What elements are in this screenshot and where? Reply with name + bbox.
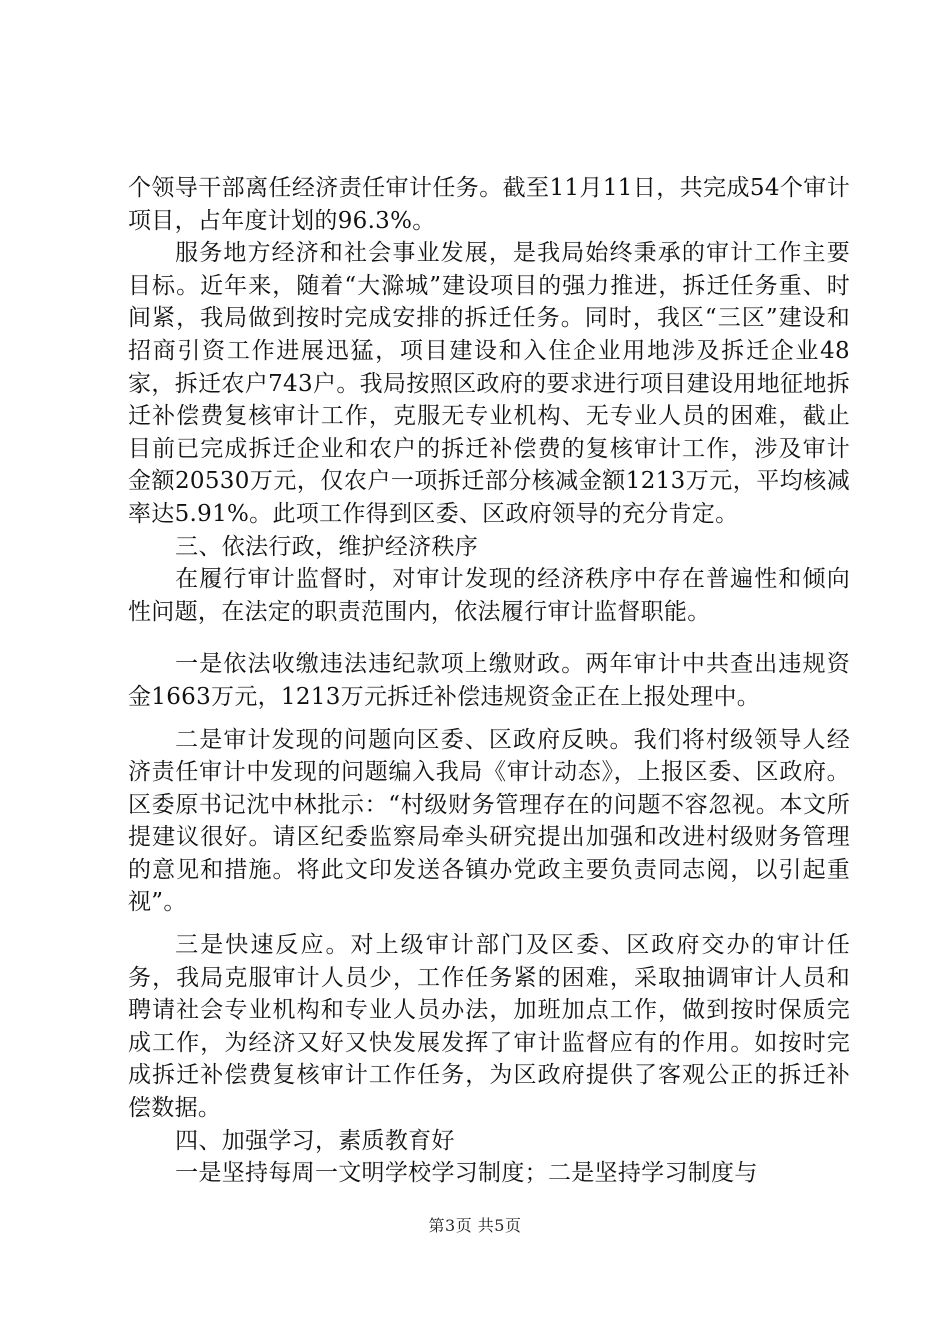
paragraph-gap (128, 628, 850, 648)
paragraph-audit-supervision: 在履行审计监督时，对审计发现的经济秩序中存在普遍性和倾向性问题，在法定的职责范围内，依法履行审计监督职能。 (128, 566, 850, 625)
paragraph-rapid-response: 三是快速反应。对上级审计部门及区委、区政府交办的审计任务，我局克服审计人员少，工作任务紧的困难，采取抽调审计人员和聘请社会专业机构和专业人员办法，加班加点工作，做到按时保质完成工作，为经济又好又快发展发挥了审计监督应有的作用。如按时完成拆迁补偿费复核审计工作任务，为区政府提供了客观公正的拆迁补偿数据。 (128, 932, 850, 1122)
paragraph-fund-collection: 一是依法收缴违法违纪款项上缴财政。两年审计中共查出违规资金1663万元，1213万元拆迁补偿违规资金正在上报处理中。 (128, 651, 850, 710)
paragraph-audit-completion: 个领导干部离任经济责任审计任务。截至11月11日，共完成54个审计项目，占年度计划的96.3%。 (128, 175, 850, 234)
paragraph-gap (128, 714, 850, 724)
paragraph-report-issues: 二是审计发现的问题向区委、区政府反映。我们将村级领导人经济责任审计中发现的问题编入我局《审计动态》，上报区委、区政府。区委原书记沈中林批示：“村级财务管理存在的问题不容忽视。本文所提建议很好。请区纪委监察局牵头研究提出加强和改进村级财务管理的意见和措施。将此文印发送各镇办党政主要负责同志阅，以引起重视”。 (128, 726, 850, 916)
section-heading-learning: 四、加强学习，素质教育好 (175, 1127, 455, 1154)
section-heading-administration: 三、依法行政，维护经济秩序 (175, 533, 479, 560)
paragraph-study-system: 一是坚持每周一文明学校学习制度；二是坚持学习制度与 (175, 1160, 758, 1187)
paragraph-gap (128, 919, 850, 929)
paragraph-local-economy-service: 服务地方经济和社会事业发展，是我局始终秉承的审计工作主要目标。近年来，随着“大滁城”建设项目的强力推进，拆迁任务重、时间紧，我局做到按时完成安排的拆迁任务。同时，我区“三区”建设和招商引资工作进展迅猛，项目建设和入住企业用地涉及拆迁企业48家，拆迁农户743户。我局按照区政府的要求进行项目建设用地征地拆迁补偿费复核审计工作，克服无专业机构、无专业人员的困难，截止目前已完成拆迁企业和农户的拆迁补偿费的复核审计工作，涉及审计金额20530万元，仅农户一项拆迁部分核减金额1213万元，平均核减率达5.91%。此项工作得到区委、区政府领导的充分肯定。 (128, 240, 850, 527)
page-number-footer: 第3页 共5页 (428, 1216, 522, 1235)
document-body (128, 172, 850, 1190)
